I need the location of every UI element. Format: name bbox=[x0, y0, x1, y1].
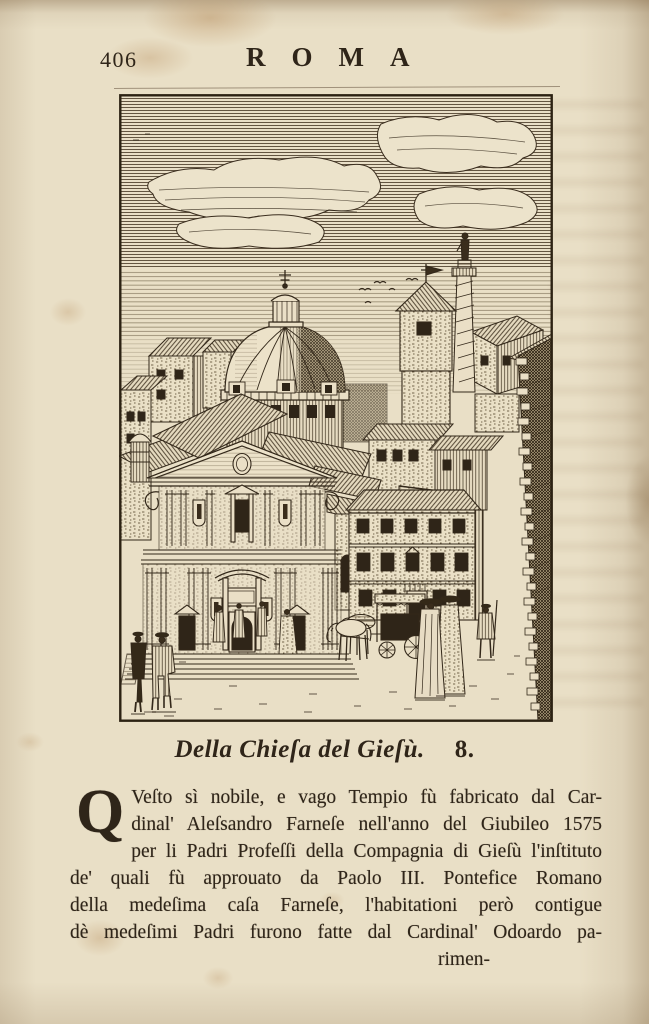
body-line: Veſto sì nobile, e vago Tempio fù fabricato dal Car- bbox=[131, 787, 602, 808]
plate-caption bbox=[0, 736, 649, 764]
caption-title: Della Chieſa del Gieſù. bbox=[174, 736, 425, 763]
engraving-chiesa-del-giesu bbox=[119, 94, 553, 722]
running-head: ROMA bbox=[246, 42, 436, 72]
page-number: 406 bbox=[100, 47, 138, 72]
catchword: rimen- bbox=[438, 949, 490, 970]
body-text bbox=[70, 778, 602, 973]
body-line: della medeſima caſa Farneſe, l'habitationi però contigue bbox=[70, 895, 602, 916]
verso-bleed-through bbox=[551, 100, 643, 720]
caption-number: 8. bbox=[454, 736, 475, 763]
body-line: de' quali fù approuato da Paolo III. Pontefice Romano bbox=[70, 868, 602, 889]
body-line: dè medeſimi Padri furono fatte dal Cardinal' Odoardo pa- bbox=[70, 922, 602, 943]
body-line: dinal' Aleſsandro Farneſe nell'anno del Giubileo 1575 bbox=[131, 814, 602, 835]
plate-top-rule bbox=[114, 86, 560, 89]
drop-cap: Q bbox=[76, 778, 125, 846]
figures-right bbox=[415, 596, 497, 700]
engraving-canvas bbox=[119, 94, 553, 722]
body-line: per li Padri Profeſſi della Compagnia di Gieſù l'inſtituto bbox=[131, 841, 602, 862]
